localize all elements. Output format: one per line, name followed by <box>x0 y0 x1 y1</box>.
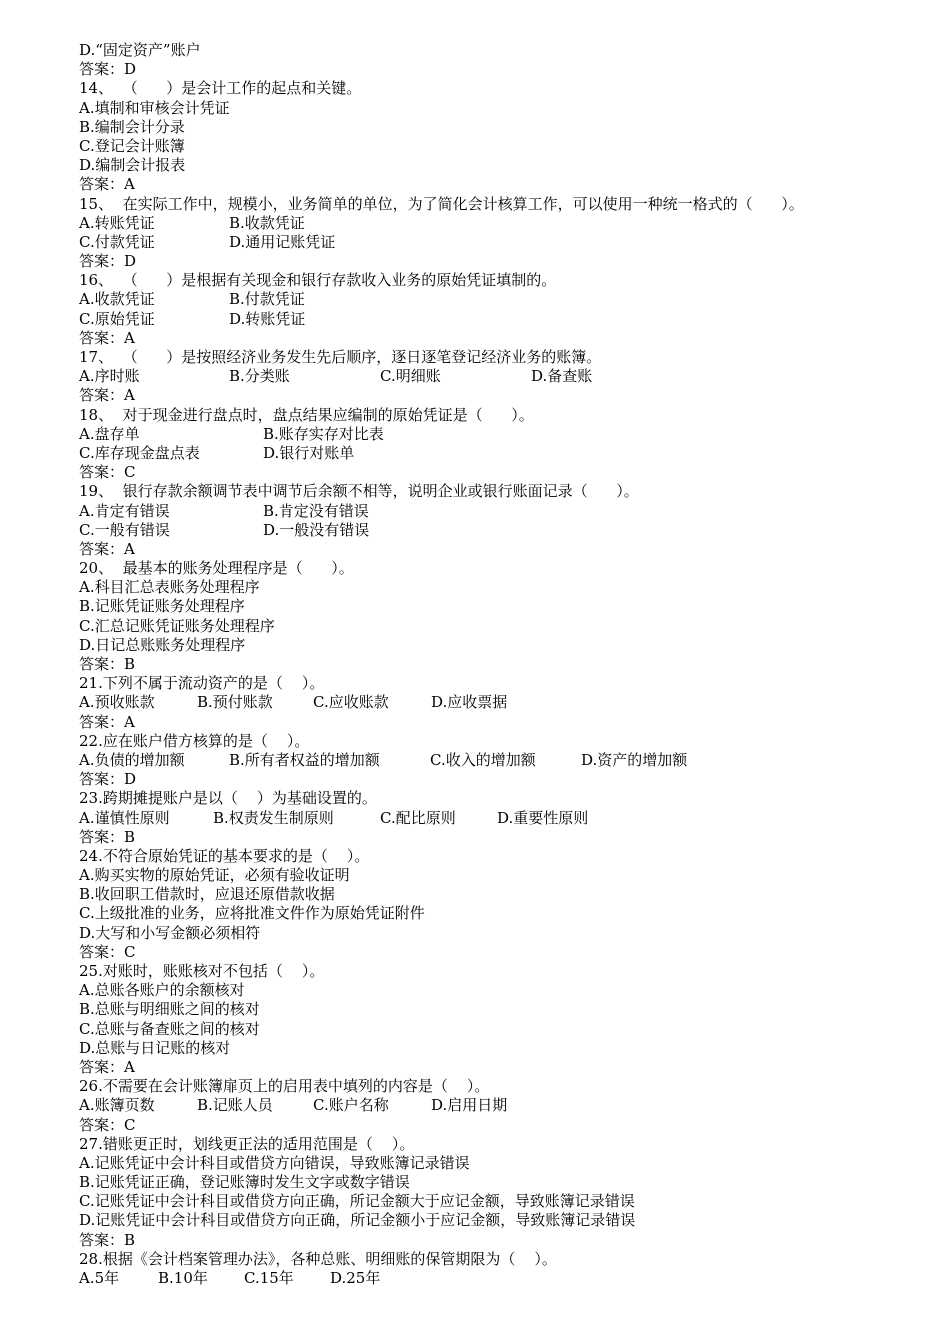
answer-line: 答案：B <box>79 655 136 673</box>
option-line: B.总账与明细账之间的核对 <box>79 1000 260 1019</box>
option-line: D.日记总账账务处理程序 <box>79 635 246 654</box>
option-row <box>79 310 939 329</box>
answer-line: 答案：A <box>79 539 135 558</box>
option-line: D.“固定资产”账户 <box>79 41 201 59</box>
question-line: 15、 在实际工作中，规模小，业务简单的单位，为了简化会计核算工作，可以使用一种统一格式的（ ）。 <box>79 194 804 213</box>
option-line: A.记账凭证中会计科目或借贷方向错误，导致账簿记录错误 <box>79 1153 470 1172</box>
answer-line: 答案：C <box>79 463 136 482</box>
question-line: 24.不符合原始凭证的基本要求的是（ ）。 <box>79 846 370 865</box>
option-row <box>79 693 939 712</box>
option-text: A.负债的增加额 <box>79 750 185 769</box>
option-text: D.应收票据 <box>431 693 508 712</box>
option-text: C.配比原则 <box>380 808 456 827</box>
option-line: B.收回职工借款时，应退还原借款收据 <box>79 885 335 904</box>
option-text: A.收款凭证 <box>79 290 155 309</box>
option-text: C.原始凭证 <box>79 309 155 328</box>
answer-line: 答案：B <box>79 827 136 846</box>
option-text: B.分类账 <box>229 367 290 386</box>
option-text: B.所有者权益的增加额 <box>229 750 380 769</box>
option-row <box>79 1269 939 1288</box>
option-row <box>79 521 939 540</box>
option-row <box>79 233 939 252</box>
option-row <box>79 290 939 309</box>
option-line: A.购买实物的原始凭证，必须有验收证明 <box>79 866 350 885</box>
question-line: 20、 最基本的账务处理程序是（ ）。 <box>79 559 354 578</box>
option-text: C.账户名称 <box>313 1096 389 1115</box>
answer-line: 答案：A <box>79 175 135 194</box>
question-line: 16、 （ ）是根据有关现金和银行存款收入业务的原始凭证填制的。 <box>79 271 557 290</box>
option-text: B.预付账款 <box>197 693 273 712</box>
option-row <box>79 1096 939 1115</box>
answer-line: 答案：A <box>79 712 135 731</box>
option-text: D.转账凭证 <box>229 309 306 328</box>
option-row <box>79 502 939 521</box>
question-line: 18、 对于现金进行盘点时，盘点结果应编制的原始凭证是（ ）。 <box>79 405 534 424</box>
answer-line: 答案：C <box>79 1115 136 1134</box>
option-text: A.转账凭证 <box>79 213 155 232</box>
option-line: D.大写和小写金额必须相符 <box>79 923 261 942</box>
option-text: C.库存现金盘点表 <box>79 443 200 462</box>
option-text: A.序时账 <box>79 367 140 386</box>
option-text: D.银行对账单 <box>263 443 355 462</box>
option-line: B.记账凭证账务处理程序 <box>79 597 245 616</box>
answer-line: 答案：A <box>79 328 135 347</box>
option-line: A.总账各账户的余额核对 <box>79 981 245 1000</box>
question-line: 14、 （ ）是会计工作的起点和关键。 <box>79 79 362 98</box>
option-text: A.盘存单 <box>79 424 140 443</box>
option-line: C.总账与备查账之间的核对 <box>79 1019 260 1038</box>
answer-line: 答案：A <box>79 1057 135 1076</box>
option-text: B.账存实存对比表 <box>263 424 384 443</box>
option-row <box>79 809 939 828</box>
option-text: D.备查账 <box>531 367 593 386</box>
question-line: 25.对账时，账账核对不包括（ ）。 <box>79 962 325 980</box>
question-line: 23.跨期摊提账户是以（ ）为基础设置的。 <box>79 789 377 808</box>
option-row <box>79 444 939 463</box>
question-line: 28.根据《会计档案管理办法》，各种总账、明细账的保管期限为（ ）。 <box>79 1249 557 1268</box>
option-text: C.一般有错误 <box>79 520 170 539</box>
option-line: D.总账与日记账的核对 <box>79 1038 231 1057</box>
option-text: D.25年 <box>330 1269 381 1287</box>
option-row <box>79 214 939 233</box>
option-line: C.记账凭证中会计科目或借贷方向正确，所记金额大于应记金额，导致账簿记录错误 <box>79 1192 635 1211</box>
option-text: A.谨慎性原则 <box>79 808 170 827</box>
option-text: D.重要性原则 <box>497 808 589 827</box>
answer-line: 答案：A <box>79 386 135 405</box>
option-row <box>79 425 939 444</box>
option-text: D.一般没有错误 <box>263 520 370 539</box>
answer-line: 答案：D <box>79 252 137 271</box>
option-text: D.资产的增加额 <box>581 750 688 769</box>
option-text: C.15年 <box>244 1269 294 1287</box>
document-body <box>79 41 939 1288</box>
question-line: 26.不需要在会计账簿扉页上的启用表中填列的内容是（ ）。 <box>79 1077 490 1096</box>
option-text: C.收入的增加额 <box>430 750 536 769</box>
option-text: B.10年 <box>158 1269 208 1287</box>
option-row <box>79 751 939 770</box>
question-line: 19、 银行存款余额调节表中调节后余额不相等，说明企业或银行账面记录（ ）。 <box>79 482 639 501</box>
answer-line: 答案：D <box>79 770 137 789</box>
answer-line: 答案：D <box>79 60 137 79</box>
option-line: D.编制会计报表 <box>79 156 186 175</box>
option-text: A.肯定有错误 <box>79 501 170 520</box>
option-text: B.权责发生制原则 <box>213 808 334 827</box>
option-text: A.预收账款 <box>79 693 155 712</box>
answer-line: 答案：B <box>79 1230 136 1249</box>
option-text: B.记账人员 <box>197 1096 273 1115</box>
option-text: B.付款凭证 <box>229 290 305 309</box>
option-text: C.应收账款 <box>313 693 389 712</box>
option-line: A.填制和审核会计凭证 <box>79 98 230 117</box>
question-line: 21.下列不属于流动资产的是（ ）。 <box>79 674 325 693</box>
option-text: A.5年 <box>79 1269 120 1287</box>
option-line: C.汇总记账凭证账务处理程序 <box>79 616 275 635</box>
option-text: A.账簿页数 <box>79 1096 155 1115</box>
option-text: B.肯定没有错误 <box>263 501 369 520</box>
option-text: C.付款凭证 <box>79 232 155 251</box>
question-line: 17、 （ ）是按照经济业务发生先后顺序，逐日逐笔登记经济业务的账簿。 <box>79 348 602 366</box>
option-row <box>79 367 939 386</box>
answer-line: 答案：C <box>79 942 136 961</box>
option-line: D.记账凭证中会计科目或借贷方向正确，所记金额小于应记金额，导致账簿记录错误 <box>79 1211 636 1230</box>
option-text: D.通用记账凭证 <box>229 232 336 251</box>
option-line: A.科目汇总表账务处理程序 <box>79 578 260 597</box>
question-line: 27.错账更正时，划线更正法的适用范围是（ ）。 <box>79 1134 415 1153</box>
option-text: D.启用日期 <box>431 1096 508 1115</box>
option-line: B.记账凭证正确，登记账簿时发生文字或数字错误 <box>79 1173 410 1192</box>
option-line: B.编制会计分录 <box>79 117 185 136</box>
option-text: C.明细账 <box>380 367 441 386</box>
option-text: B.收款凭证 <box>229 213 305 232</box>
question-line: 22.应在账户借方核算的是（ ）。 <box>79 731 310 750</box>
option-line: C.登记会计账簿 <box>79 136 185 155</box>
option-line: C.上级批准的业务，应将批准文件作为原始凭证附件 <box>79 904 425 923</box>
